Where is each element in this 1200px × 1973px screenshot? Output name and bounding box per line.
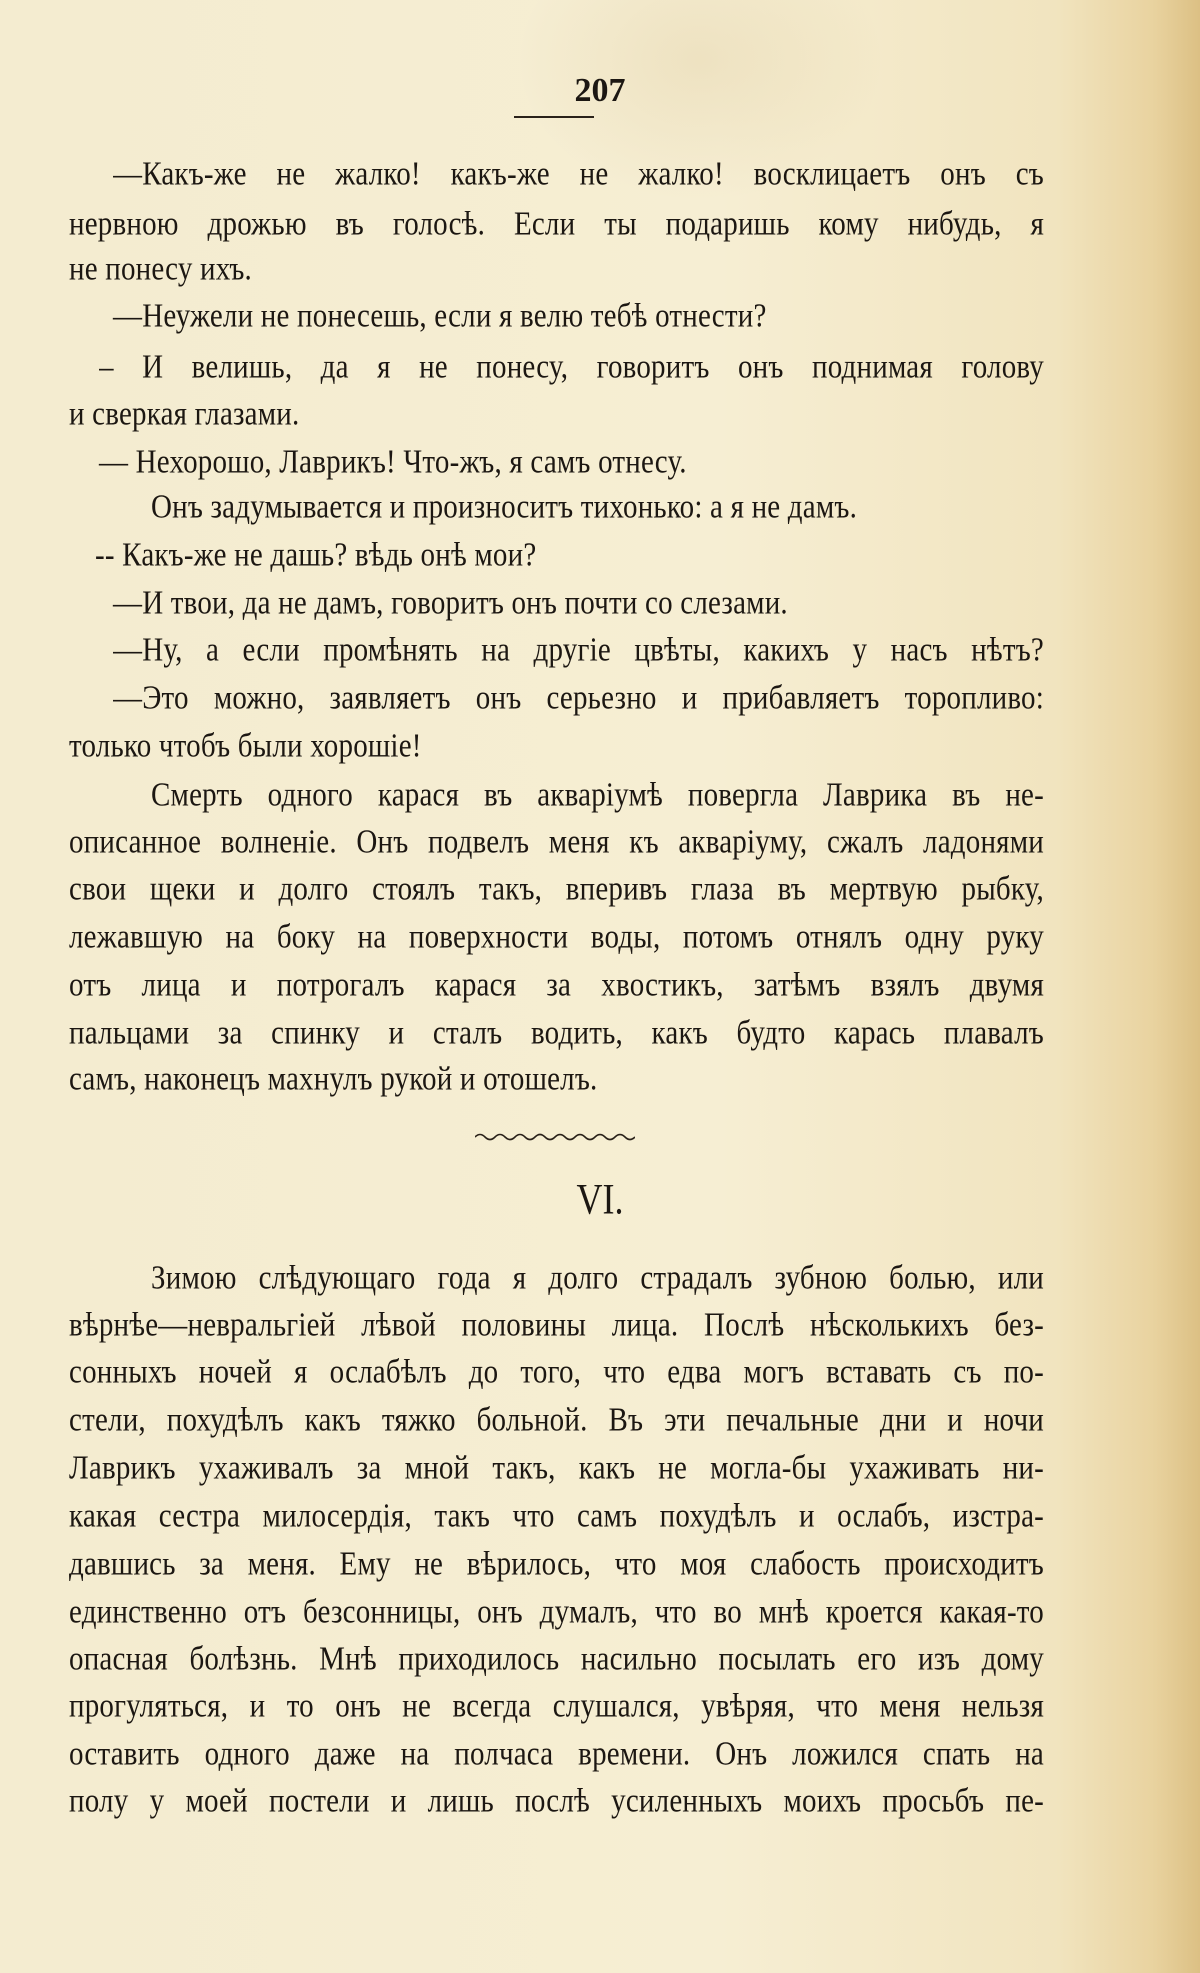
text-line: Смерть одного карася въ акваріумѣ повергла Лаврика въ не- <box>151 776 1044 814</box>
text-line: описанное волненіе. Онъ подвелъ меня къ акваріуму, сжалъ ладонями <box>69 823 1044 861</box>
text-line: стели, похудѣлъ какъ тяжко больной. Въ эти печальные дни и ночи <box>69 1401 1044 1439</box>
text-line: и сверкая глазами. <box>69 395 300 433</box>
text-line: сонныхъ ночей я ослабѣлъ до того, что едва могъ вставать съ по- <box>69 1353 1044 1391</box>
text-line: — Нехорошо, Лаврикъ! Что-жъ, я самъ отнесу. <box>99 443 687 481</box>
text-line: —И твои, да не дамъ, говоритъ онъ почти со слезами. <box>113 584 788 622</box>
text-line: единственно отъ безсонницы, онъ думалъ, что во мнѣ кроется какая-то <box>69 1593 1044 1631</box>
text-line: самъ, наконецъ махнулъ рукой и отошелъ. <box>69 1060 598 1098</box>
page-number-rule <box>514 116 594 118</box>
text-line: вѣрнѣе—невральгіей лѣвой половины лица. Послѣ нѣсколькихъ без- <box>69 1306 1044 1344</box>
text-line: давшись за меня. Ему не вѣрилось, что моя слабость происходитъ <box>69 1545 1044 1583</box>
text-line: какая сестра милосердія, такъ что самъ похудѣлъ и ослабъ, изстра- <box>69 1497 1044 1535</box>
text-line: отъ лица и потрогалъ карася за хвостикъ, затѣмъ взялъ двумя <box>69 966 1044 1004</box>
text-line: нервною дрожью въ голосѣ. Если ты подаришь кому нибудь, я <box>69 205 1044 243</box>
text-line: —Неужели не понесешь, если я велю тебѣ отнести? <box>113 297 767 335</box>
section-divider-ornament <box>475 1130 635 1144</box>
page-number: 207 <box>574 72 626 109</box>
text-line: -- Какъ-же не дашь? вѣдь онѣ мои? <box>95 536 537 574</box>
text-line: —Ну, а если промѣнять на другіе цвѣты, какихъ у насъ нѣтъ? <box>113 631 1044 669</box>
chapter-heading: VI. <box>576 1175 624 1223</box>
text-line: Зимою слѣдующаго года я долго страдалъ зубною болью, или <box>151 1259 1044 1297</box>
text-line: Онъ задумывается и произноситъ тихонько: а я не дамъ. <box>151 488 858 526</box>
text-line: —Какъ-же не жалко! какъ-же не жалко! восклицаетъ онъ съ <box>113 155 1044 193</box>
text-line: – И велишь, да я не понесу, говоритъ онъ поднимая голову <box>99 348 1044 386</box>
text-line: Лаврикъ ухаживалъ за мной такъ, какъ не могла-бы ухаживать ни- <box>69 1449 1044 1487</box>
text-line: не понесу ихъ. <box>69 250 252 288</box>
text-line: —Это можно, заявляетъ онъ серьезно и прибавляетъ торопливо: <box>113 679 1044 717</box>
text-line: пальцами за спинку и сталъ водить, какъ будто карась плавалъ <box>69 1014 1044 1052</box>
text-line: прогуляться, и то онъ не всегда слушался, увѣряя, что меня нельзя <box>69 1687 1044 1725</box>
text-line: оставить одного даже на полчаса времени. Онъ ложился спать на <box>69 1735 1044 1773</box>
text-line: свои щеки и долго стоялъ такъ, вперивъ глаза въ мертвую рыбку, <box>69 870 1044 908</box>
text-line: полу у моей постели и лишь послѣ усиленныхъ моихъ просьбъ пе- <box>69 1782 1044 1820</box>
text-line: лежавшую на боку на поверхности воды, потомъ отнялъ одну руку <box>69 918 1044 956</box>
text-line: только чтобъ были хорошіе! <box>69 727 422 765</box>
text-line: опасная болѣзнь. Мнѣ приходилось насильно посылать его изъ дому <box>69 1640 1044 1678</box>
